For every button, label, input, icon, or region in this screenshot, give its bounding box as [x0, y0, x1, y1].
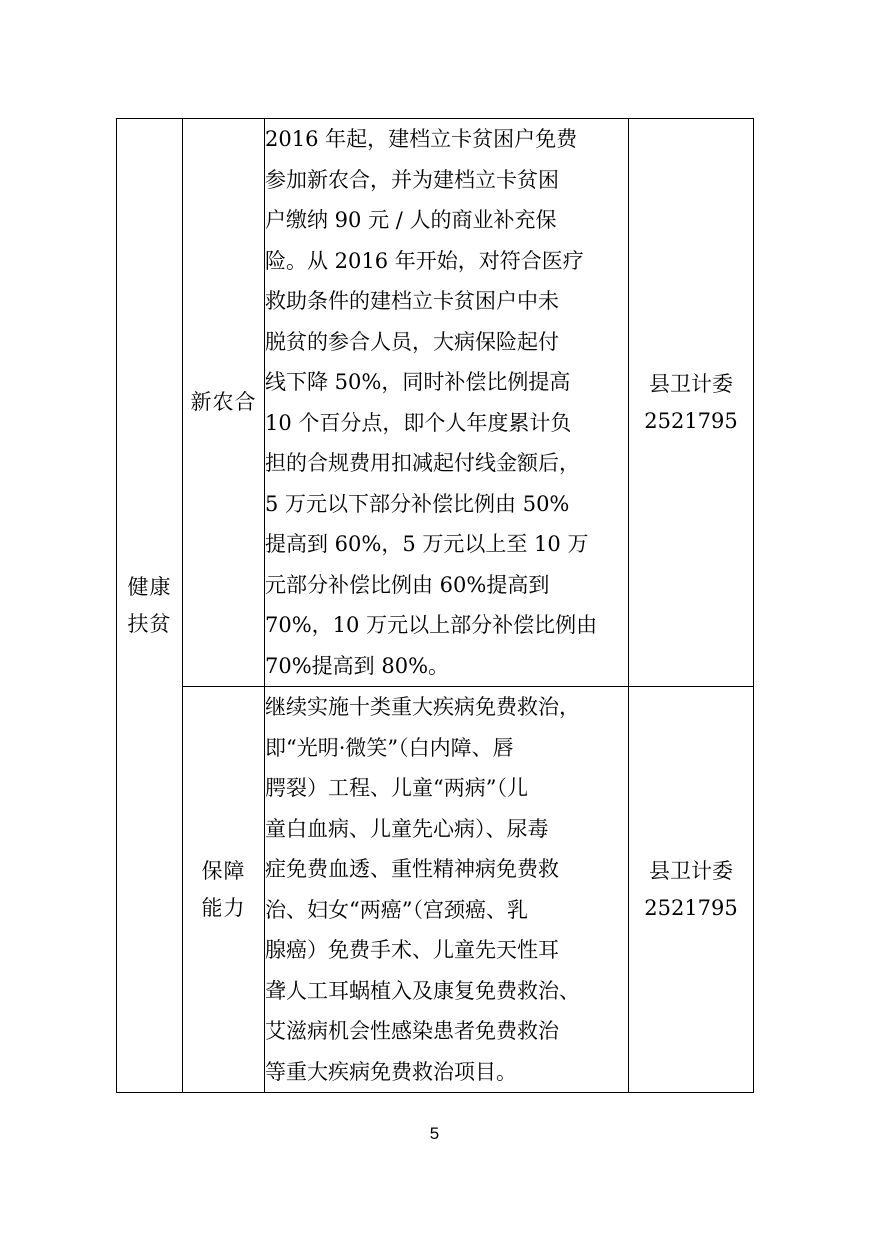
category-label-line1: 健康 [127, 574, 172, 599]
content-line: 治、妇女“两癌”（宫颈癌、乳 [265, 897, 528, 922]
content-line: 70%提高到 80%。 [265, 653, 450, 678]
content-line: 提高到 60%，5 万元以上至 10 万 [265, 532, 589, 556]
content-line: 5 万元以下部分补偿比例由 50% [265, 491, 570, 516]
content-line: 险。从 2016 年开始，对符合医疗 [265, 248, 584, 273]
item-label-line2: 能力 [201, 895, 246, 920]
item-label-line1: 保障 [201, 858, 246, 883]
content-line: 参加新农合，并为建档立卡贫困 [265, 167, 559, 192]
content-line: 继续实施十类重大疾病免费救治， [265, 695, 580, 719]
content-line: 等重大疾病免费救治项目。 [265, 1059, 517, 1084]
content-line: 户缴纳 90 元 / 人的商业补充保 [265, 208, 557, 232]
phone-number: 2521795 [644, 895, 738, 920]
content-line: 聋人工耳蜗植入及康复免费救治、 [265, 978, 580, 1003]
contact-cell [629, 119, 754, 687]
content-line: 70%，10 万元以上部分补偿比例由 [265, 613, 598, 637]
content-line: 担的合规费用扣减起付线金额后， [265, 451, 580, 475]
content-line: 腭裂）工程、儿童“两病”（儿 [265, 776, 528, 800]
table-row [117, 687, 754, 1093]
content-line: 10 个百分点，即个人年度累计负 [265, 410, 572, 435]
content-line: 即“光明·微笑”（白内障、唇 [265, 735, 514, 760]
page-number: 5 [429, 1124, 440, 1143]
category-label-line2: 扶贫 [127, 611, 172, 636]
content-line: 艾滋病机会性感染患者免费救治 [265, 1019, 559, 1043]
department-name: 县卫计委 [649, 371, 733, 396]
content-cell [265, 119, 629, 687]
policy-table [116, 118, 754, 1093]
content-line: 救助条件的建档立卡贫困户中未 [265, 289, 559, 313]
content-line: 2016 年起，建档立卡贫困户免费 [265, 127, 578, 151]
content-line: 元部分补偿比例由 60%提高到 [265, 572, 550, 597]
department-name: 县卫计委 [649, 858, 733, 883]
item-cell [183, 119, 265, 687]
content-line: 线下降 50%，同时补偿比例提高 [265, 370, 571, 394]
item-cell [183, 687, 265, 1093]
content-cell [265, 687, 629, 1093]
contact-cell [629, 687, 754, 1093]
item-label: 新农合 [190, 390, 257, 414]
content-line: 腺癌）免费手术、儿童先天性耳 [265, 938, 559, 962]
content-line: 童白血病、儿童先心病）、尿毒 [265, 816, 549, 841]
content-line: 症免费血透、重性精神病免费救 [265, 857, 559, 881]
content-line: 脱贫的参合人员，大病保险起付 [265, 329, 559, 354]
table-row [117, 119, 754, 687]
category-cell [117, 119, 183, 1093]
phone-number: 2521795 [644, 408, 738, 433]
